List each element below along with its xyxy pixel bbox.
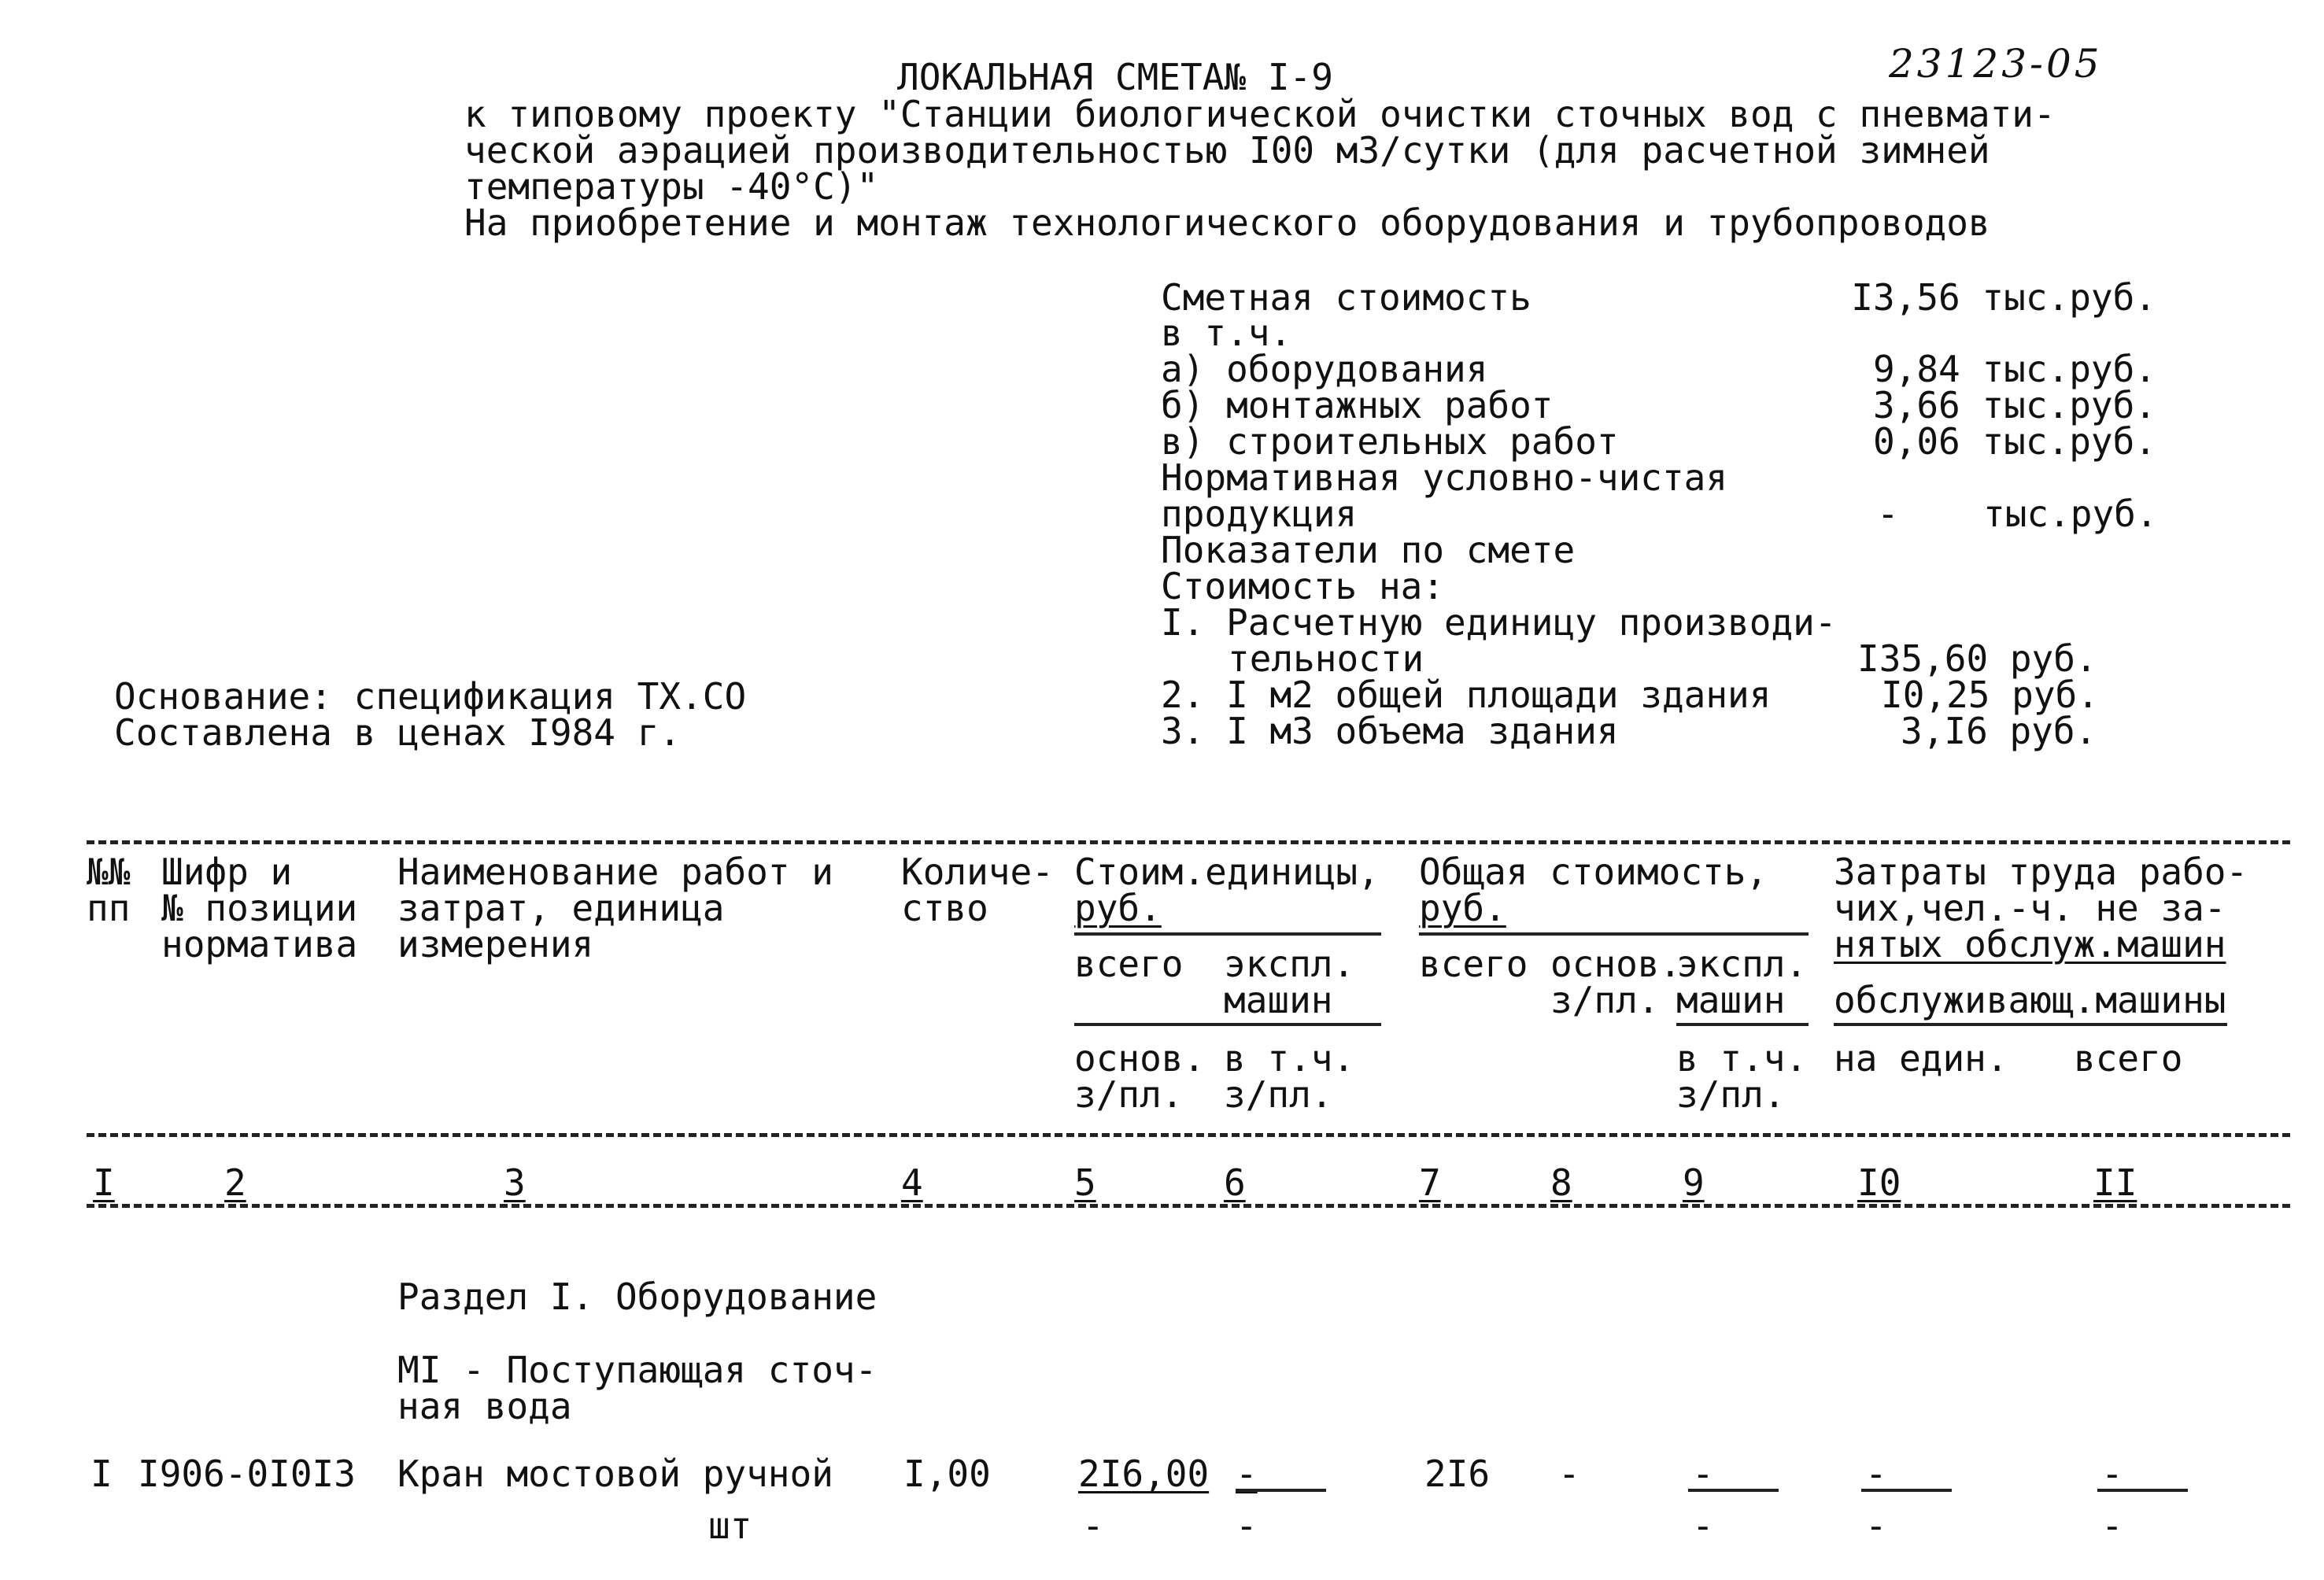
including-label: в т.ч. (1161, 312, 1292, 354)
area-value: I0,25 руб. (1881, 674, 2099, 716)
row-sub-labor-unit: - (1865, 1504, 1887, 1547)
column-number: II (2093, 1161, 2137, 1204)
page-title: ЛОКАЛЬНАЯ СМЕТА№ I-9 (897, 56, 1333, 98)
construction-label: в) строительных работ (1161, 420, 1619, 463)
column-number: 4 (901, 1161, 923, 1204)
row-total-base: - (1558, 1453, 1580, 1495)
header-code-3: норматива (161, 923, 358, 965)
header-labor-rule (1834, 1023, 2227, 1026)
column-number: 3 (504, 1161, 526, 1204)
header-unit-base-1: основ. (1074, 1037, 1206, 1080)
volume-value: 3,I6 руб. (1901, 710, 2097, 752)
header-total-total: всего (1419, 943, 1528, 985)
unit-capacity-value: I35,60 руб. (1857, 637, 2097, 680)
header-name-3: измерения (397, 923, 594, 965)
basis-text: Основание: спецификация ТХ.СО (114, 675, 747, 718)
header-total-exp-2: машин (1676, 979, 1786, 1021)
equipment-value: 9,84 тыс.руб. (1872, 348, 2156, 390)
header-code-1: Шифр и (161, 851, 293, 893)
net-product-unit: тыс.руб. (1983, 493, 2158, 535)
column-number: 2 (224, 1161, 246, 1204)
header-name-2: затрат, единица (397, 887, 725, 929)
install-label: б) монтажных работ (1161, 384, 1554, 426)
row-labor-unit: - (1865, 1453, 1887, 1495)
install-value: 3,66 тыс.руб. (1872, 384, 2156, 426)
row-labor-total: - (2101, 1453, 2123, 1495)
header-total-incl-1: в т.ч. (1676, 1037, 1808, 1080)
row-sub-labor-total: - (2101, 1504, 2123, 1547)
header-unit-exp-2: машин (1224, 979, 1333, 1021)
row-unit: шт (708, 1504, 752, 1547)
column-number: I (93, 1161, 115, 1204)
header-total-exp-1: экспл. (1676, 943, 1808, 985)
row-sub-unit-base: - (1082, 1504, 1104, 1547)
header-total-cost-rule (1419, 932, 1809, 936)
estimate-label: Сметная стоимость (1161, 276, 1531, 319)
row-total: 2I6 (1424, 1453, 1491, 1495)
net-product-label-2: продукция (1161, 493, 1358, 535)
subtitle-line-4: На приобретение и монтаж технологического оборудования и трубопроводов (464, 201, 1990, 244)
header-num-2: пп (87, 887, 131, 929)
row-number: I (91, 1453, 113, 1495)
header-unit-cost-rule (1074, 932, 1381, 936)
row-quantity: I,00 (903, 1453, 991, 1495)
document-number: 23123-05 (1889, 41, 2103, 87)
row-unit-exp-rule (1236, 1489, 1326, 1492)
unit-capacity-label-2: тельности (1228, 637, 1424, 680)
estimate-value: I3,56 тыс.руб. (1851, 276, 2156, 319)
header-labor-2: чих,чел.-ч. не за- (1834, 887, 2226, 929)
column-number: 9 (1683, 1161, 1705, 1204)
group-title-2: ная вода (397, 1385, 572, 1427)
header-labor-unit: на един. (1834, 1037, 2008, 1080)
header-unit-cost-1: Стоим.единицы, (1074, 851, 1380, 893)
column-numbers-rule (87, 1204, 2290, 1208)
header-unit-cost-2: руб. (1074, 887, 1162, 929)
column-number: 7 (1419, 1161, 1441, 1204)
header-qty-1: Количе- (901, 851, 1054, 893)
header-labor-total: всего (2074, 1037, 2183, 1080)
group-title-1: MI - Поступающая сточ- (397, 1349, 878, 1391)
header-unit-incl-2: з/пл. (1224, 1073, 1333, 1116)
row-total-exp-rule (1688, 1489, 1779, 1492)
header-total-cost-1: Общая стоимость, (1419, 851, 1768, 893)
header-unit-base-2: з/пл. (1074, 1073, 1184, 1116)
table-header-rule (87, 1133, 2290, 1137)
header-unit-exp-1: экспл. (1224, 943, 1355, 985)
column-number: I0 (1857, 1161, 1901, 1204)
subtitle-line-3: температуры -40°С)" (464, 165, 879, 208)
area-label: 2. I м2 общей площади здания (1161, 674, 1772, 716)
row-unit-total: 2I6,00 (1078, 1453, 1210, 1495)
header-qty-2: ство (901, 887, 988, 929)
row-sub-total-incl: - (1692, 1504, 1714, 1547)
unit-capacity-label-1: I. Расчетную единицу производи- (1161, 601, 1837, 644)
column-number: 8 (1550, 1161, 1572, 1204)
row-labor-total-rule (2097, 1489, 2188, 1492)
header-name-1: Наименование работ и (397, 851, 833, 893)
construction-value: 0,06 тыс.руб. (1872, 420, 2156, 463)
row-sub-unit-incl: - (1236, 1504, 1258, 1547)
row-code: I906-0I0I3 (138, 1453, 356, 1495)
table-top-rule (87, 840, 2290, 844)
section-title: Раздел I. Оборудование (397, 1275, 878, 1318)
indicators-label: Показатели по смете (1161, 529, 1576, 571)
net-product-label-1: Нормативная условно-чистая (1161, 456, 1728, 499)
header-labor-1: Затраты труда рабо- (1834, 851, 2248, 893)
subtitle-line-1: к типовому проекту "Станции биологической очистки сточных вод с пневмати- (464, 93, 2056, 135)
column-number: 5 (1074, 1161, 1096, 1204)
row-name: Кран мостовой ручной (397, 1453, 833, 1495)
header-total-base-1: основ. (1550, 943, 1682, 985)
row-unit-exp: - (1236, 1453, 1258, 1495)
header-unit-sub-rule (1074, 1023, 1381, 1026)
header-labor-3: нятых обслуж.машин (1834, 923, 2226, 965)
subtitle-line-2: ческой аэрацией производительностью I00 м3/сутки (для расчетной зимней (464, 129, 1990, 172)
header-total-base-2: з/пл. (1550, 979, 1660, 1021)
header-total-incl-2: з/пл. (1676, 1073, 1786, 1116)
header-unit-incl-1: в т.ч. (1224, 1037, 1355, 1080)
row-total-exp: - (1692, 1453, 1714, 1495)
prices-text: Составлена в ценах I984 г. (114, 711, 682, 754)
header-total-exp-rule (1676, 1023, 1809, 1026)
header-total-cost-2: руб. (1419, 887, 1506, 929)
row-labor-unit-rule (1861, 1489, 1952, 1492)
equipment-label: а) оборудования (1161, 348, 1488, 390)
header-num-1: №№ (87, 851, 131, 893)
volume-label: 3. I м3 объема здания (1161, 710, 1619, 752)
header-labor-serv: обслуживающ.машины (1834, 979, 2226, 1021)
net-product-dash: - (1877, 493, 1899, 535)
header-unit-total: всего (1074, 943, 1184, 985)
header-code-2: № позиции (161, 887, 358, 929)
column-number: 6 (1224, 1161, 1246, 1204)
cost-on-label: Стоимость на: (1161, 565, 1445, 607)
